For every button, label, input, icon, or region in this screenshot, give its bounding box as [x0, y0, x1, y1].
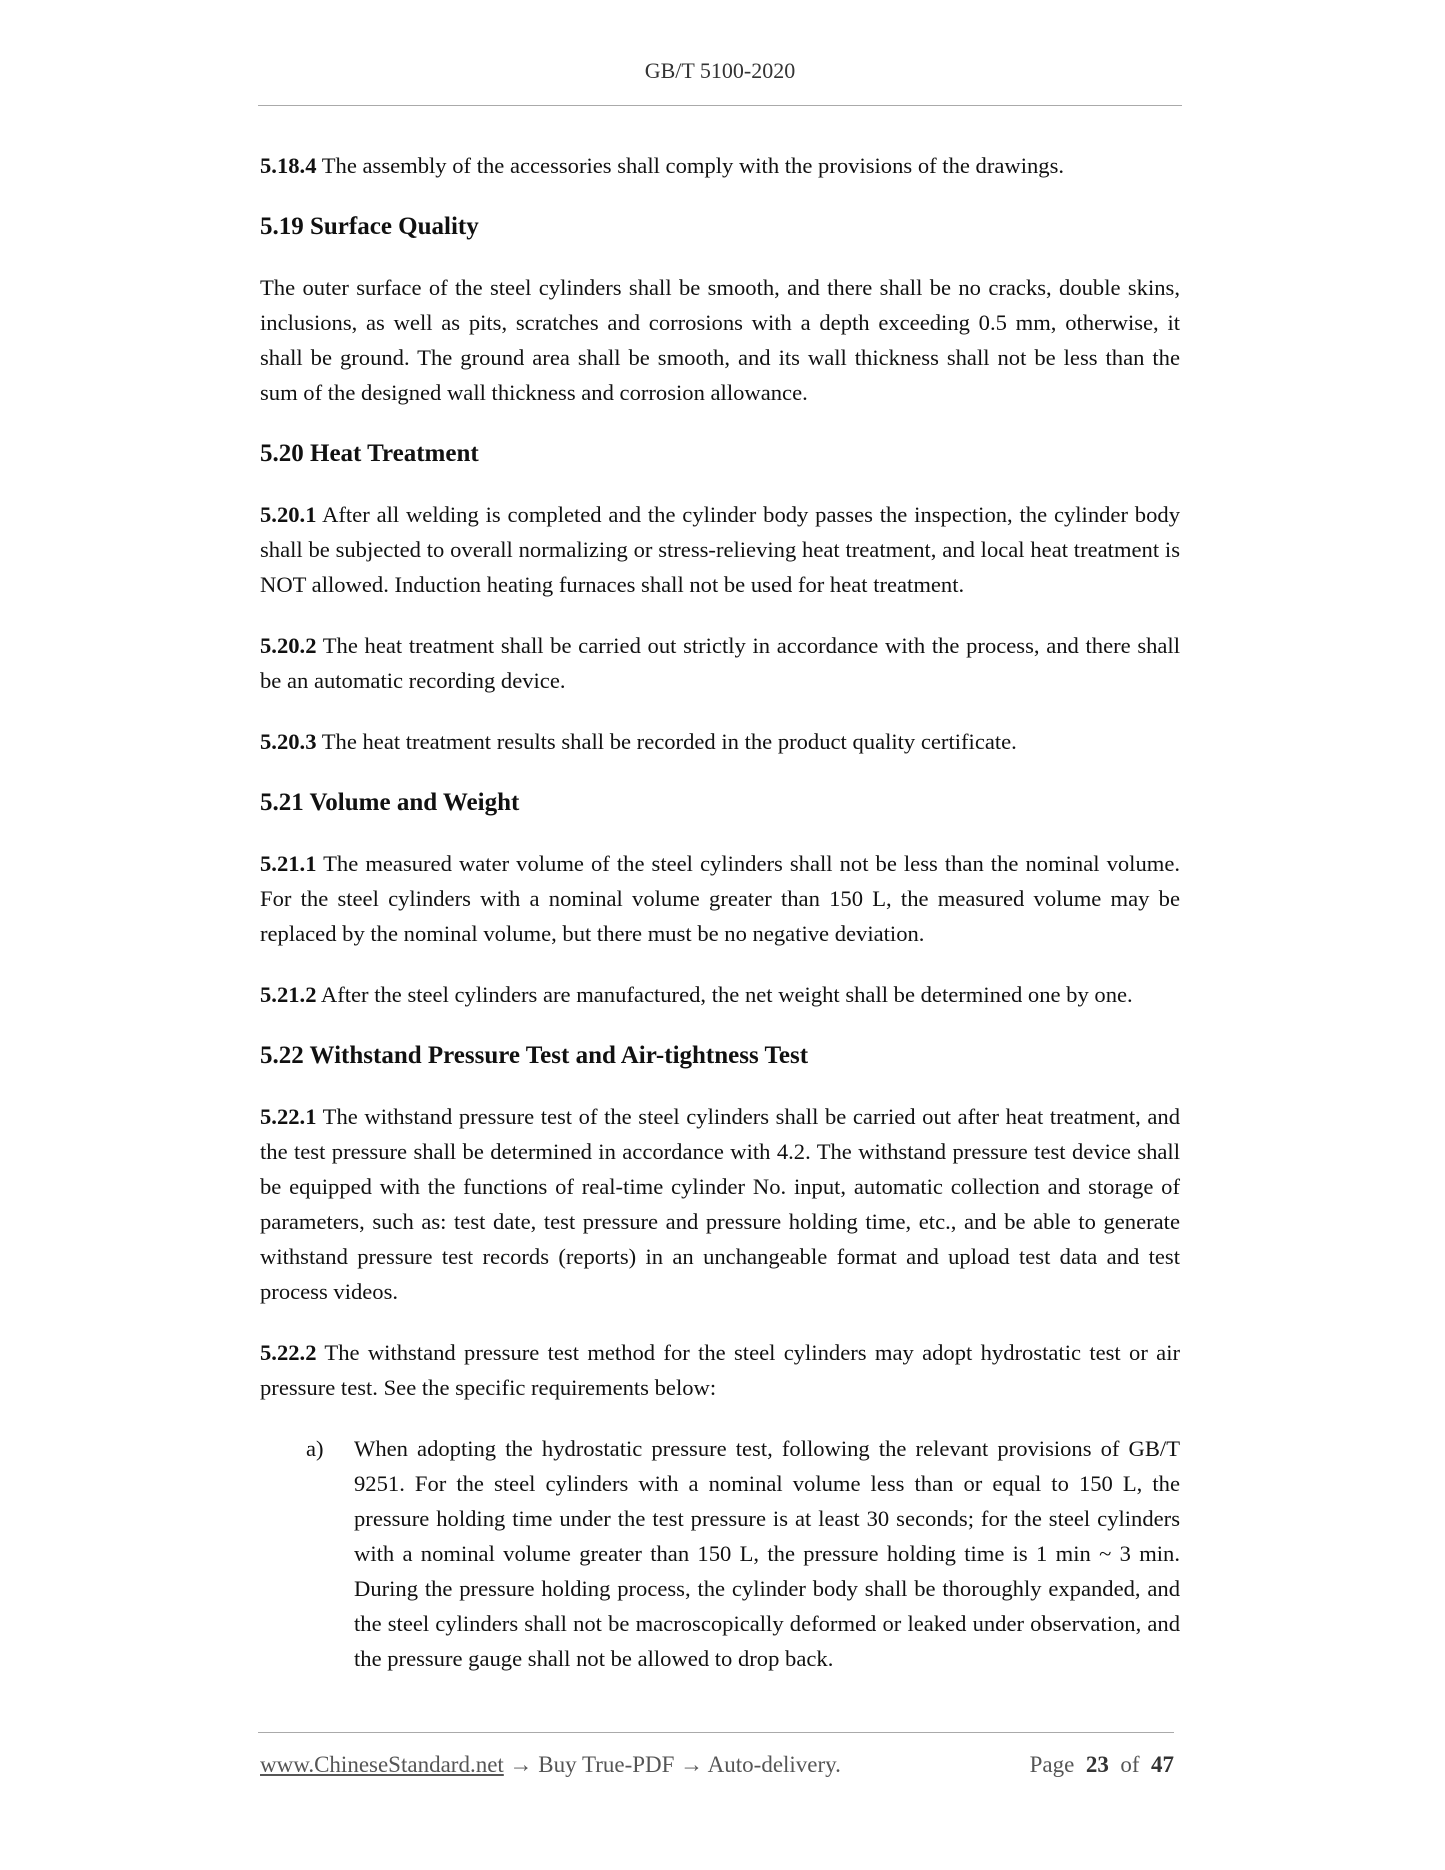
current-page: 23	[1085, 1752, 1109, 1777]
clause-number: 5.20.2	[260, 633, 317, 658]
clause-text: The withstand pressure test of the steel cylinders shall be carried out after heat treatment, and the test pressure shall be determined in accordance with 4.2. The withstand pressure test device shall be equipped with the functions of real-time cylinder No. input, automatic collection and storage of parameters, such as: test date, test pressure and pressure holding time, etc., and be able to generate withstand pressure test records (reports) in an unchangeable format and upload test data and test process videos.	[260, 1104, 1180, 1304]
clause-5-22-2	[260, 1335, 1180, 1405]
website-link[interactable]: www.ChineseStandard.net	[260, 1752, 504, 1777]
clause-number: 5.21.2	[260, 982, 317, 1007]
clause-5-20-3	[260, 724, 1180, 759]
clause-5-20-2	[260, 628, 1180, 698]
clause-text: After all welding is completed and the cylinder body passes the inspection, the cylinder body shall be subjected to overall normalizing or stress-relieving heat treatment, and local heat treatment is NOT allowed. Induction heating furnaces shall not be used for heat treatment.	[260, 502, 1180, 597]
footer-divider	[258, 1732, 1174, 1733]
section-heading-5-22: 5.22 Withstand Pressure Test and Air-tightness Test	[260, 1042, 809, 1069]
of-label: of	[1120, 1752, 1140, 1777]
clause-text: The heat treatment results shall be recorded in the product quality certificate.	[316, 729, 1017, 754]
clause-number: 5.20.3	[260, 729, 317, 754]
clause-number: 5.22.2	[260, 1340, 317, 1365]
document-body	[260, 148, 1180, 1676]
clause-5-21-1	[260, 846, 1180, 951]
clause-text: The assembly of the accessories shall comply with the provisions of the drawings.	[316, 153, 1065, 178]
list-item-a	[260, 1431, 1180, 1676]
clause-text: The withstand pressure test method for the steel cylinders may adopt hydrostatic test or air pressure test. See the specific requirements below:	[260, 1340, 1180, 1400]
footer-promo-text: → Buy True-PDF → Auto-delivery.	[503, 1752, 841, 1777]
clause-text: The heat treatment shall be carried out strictly in accordance with the process, and there shall be an automatic recording device.	[260, 633, 1180, 693]
list-item-text: When adopting the hydrostatic pressure test, following the relevant provisions of GB/T 9251. For the steel cylinders with a nominal volume less than or equal to 150 L, the pressure holding time under the test pressure is at least 30 seconds; for the steel cylinders with a nominal volume greater than 150 L, the pressure holding time is 1 min ~ 3 min. During the pressure holding process, the cylinder body shall be thoroughly expanded, and the steel cylinders shall not be macroscopically deformed or leaked under observation, and the pressure gauge shall not be allowed to drop back.	[354, 1436, 1180, 1671]
clause-5-22-1	[260, 1099, 1180, 1309]
clause-text: After the steel cylinders are manufactured, the net weight shall be determined one by one.	[316, 982, 1133, 1007]
section-heading-5-19: 5.19 Surface Quality	[260, 213, 479, 240]
clause-number: 5.22.1	[260, 1104, 317, 1129]
paragraph-5-19: The outer surface of the steel cylinders shall be smooth, and there shall be no cracks, double skins, inclusions, as well as pits, scratches and corrosions with a depth exceeding 0.5 mm, otherwise, it shall be ground. The ground area shall be smooth, and its wall thickness shall not be less than the sum of the designed wall thickness and corrosion allowance.	[260, 275, 1180, 405]
clause-text: The measured water volume of the steel cylinders shall not be less than the nominal volume. For the steel cylinders with a nominal volume greater than 150 L, the measured volume may be replaced by the nominal volume, but there must be no negative deviation.	[260, 851, 1180, 946]
section-heading-5-21: 5.21 Volume and Weight	[260, 789, 520, 816]
section-heading-5-20: 5.20 Heat Treatment	[260, 440, 479, 467]
clause-number: 5.20.1	[260, 502, 317, 527]
clause-5-18-4	[260, 148, 1180, 183]
clause-number: 5.21.1	[260, 851, 317, 876]
clause-5-21-2	[260, 977, 1180, 1012]
clause-5-20-1	[260, 497, 1180, 602]
page-footer	[260, 1752, 1174, 1778]
header-divider	[258, 105, 1182, 106]
page-number	[1030, 1752, 1174, 1778]
page-header: GB/T 5100-2020	[644, 58, 796, 83]
page-label: Page	[1029, 1752, 1075, 1777]
clause-number: 5.18.4	[260, 153, 317, 178]
total-pages: 47	[1151, 1752, 1174, 1777]
list-marker: a)	[306, 1436, 324, 1461]
footer-promo	[260, 1752, 841, 1778]
